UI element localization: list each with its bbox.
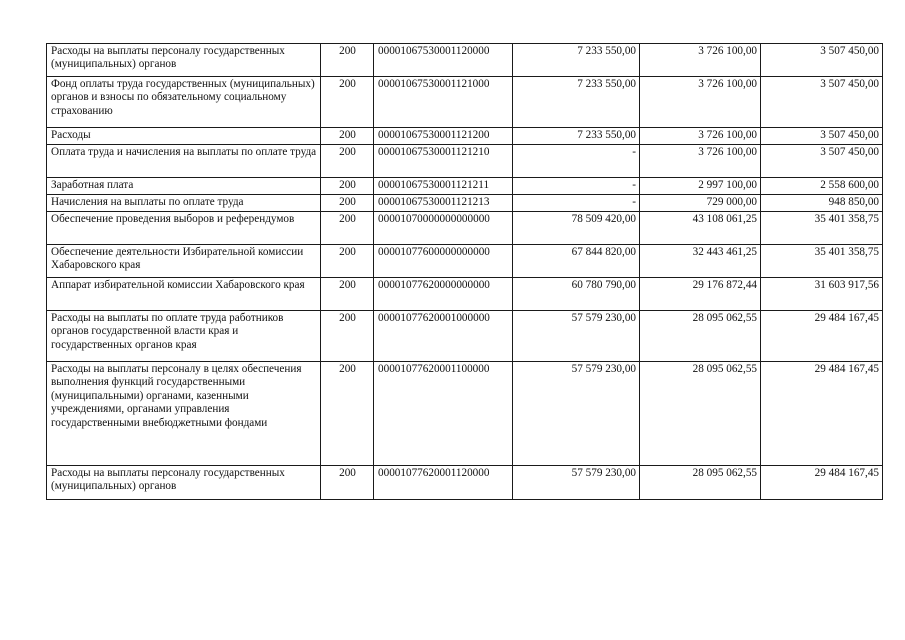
row-name-cell: Начисления на выплаты по оплате труда (47, 195, 321, 212)
row-name-cell: Расходы на выплаты персоналу государственных (муниципальных) органов (47, 466, 321, 500)
row-unexecuted-amount-cell: 3 507 450,00 (761, 44, 883, 77)
row-approved-amount-cell: 57 579 230,00 (513, 311, 640, 362)
row-executed-amount-cell: 43 108 061,25 (640, 212, 761, 245)
row-kbk-cell: 00001070000000000000 (374, 212, 513, 245)
row-code-cell: 200 (321, 178, 374, 195)
row-unexecuted-amount-cell: 35 401 358,75 (761, 212, 883, 245)
row-code-cell: 200 (321, 466, 374, 500)
row-kbk-cell: 00001077620000000000 (374, 278, 513, 311)
row-kbk-cell: 00001077620001120000 (374, 466, 513, 500)
row-approved-amount-cell: 67 844 820,00 (513, 245, 640, 278)
table-row (47, 362, 883, 466)
row-executed-amount-cell: 3 726 100,00 (640, 145, 761, 178)
row-executed-amount-cell: 2 997 100,00 (640, 178, 761, 195)
row-name-cell: Расходы на выплаты персоналу государственных (муниципальных) органов (47, 44, 321, 77)
row-kbk-cell: 00001077620001000000 (374, 311, 513, 362)
row-code-cell: 200 (321, 128, 374, 145)
row-unexecuted-amount-cell: 3 507 450,00 (761, 128, 883, 145)
row-name-cell: Оплата труда и начисления на выплаты по оплате труда (47, 145, 321, 178)
row-code-cell: 200 (321, 362, 374, 466)
row-kbk-cell: 00001067530001121210 (374, 145, 513, 178)
table-row (47, 212, 883, 245)
row-approved-amount-cell: 7 233 550,00 (513, 128, 640, 145)
row-kbk-cell: 00001067530001121200 (374, 128, 513, 145)
row-name-cell: Фонд оплаты труда государственных (муниципальных) органов и взносы по обязательному социальному страхованию (47, 77, 321, 128)
row-unexecuted-amount-cell: 31 603 917,56 (761, 278, 883, 311)
row-kbk-cell: 00001077620001100000 (374, 362, 513, 466)
row-name-cell: Обеспечение проведения выборов и референдумов (47, 212, 321, 245)
row-name-cell: Расходы (47, 128, 321, 145)
row-unexecuted-amount-cell: 3 507 450,00 (761, 145, 883, 178)
row-kbk-cell: 00001067530001121211 (374, 178, 513, 195)
table-row (47, 128, 883, 145)
table-row (47, 77, 883, 128)
table-row (47, 311, 883, 362)
row-code-cell: 200 (321, 77, 374, 128)
row-code-cell: 200 (321, 311, 374, 362)
row-executed-amount-cell: 29 176 872,44 (640, 278, 761, 311)
row-name-cell: Аппарат избирательной комиссии Хабаровского края (47, 278, 321, 311)
row-code-cell: 200 (321, 145, 374, 178)
row-kbk-cell: 00001067530001121000 (374, 77, 513, 128)
table-row (47, 195, 883, 212)
table-body (47, 44, 883, 500)
row-code-cell: 200 (321, 278, 374, 311)
row-unexecuted-amount-cell: 29 484 167,45 (761, 362, 883, 466)
row-executed-amount-cell: 3 726 100,00 (640, 128, 761, 145)
row-unexecuted-amount-cell: 948 850,00 (761, 195, 883, 212)
row-executed-amount-cell: 32 443 461,25 (640, 245, 761, 278)
row-code-cell: 200 (321, 212, 374, 245)
row-name-cell: Расходы на выплаты по оплате труда работников органов государственной власти края и государственных органов края (47, 311, 321, 362)
row-approved-amount-cell: 57 579 230,00 (513, 362, 640, 466)
table-row (47, 145, 883, 178)
table-row (47, 245, 883, 278)
row-approved-amount-cell: 7 233 550,00 (513, 44, 640, 77)
row-unexecuted-amount-cell: 29 484 167,45 (761, 311, 883, 362)
row-executed-amount-cell: 729 000,00 (640, 195, 761, 212)
table-row (47, 466, 883, 500)
row-kbk-cell: 00001067530001121213 (374, 195, 513, 212)
row-code-cell: 200 (321, 44, 374, 77)
budget-execution-table (46, 43, 883, 500)
row-name-cell: Заработная плата (47, 178, 321, 195)
row-approved-amount-cell: 7 233 550,00 (513, 77, 640, 128)
row-kbk-cell: 00001077600000000000 (374, 245, 513, 278)
row-approved-amount-cell: 78 509 420,00 (513, 212, 640, 245)
row-executed-amount-cell: 28 095 062,55 (640, 466, 761, 500)
row-approved-amount-cell: - (513, 145, 640, 178)
row-code-cell: 200 (321, 195, 374, 212)
row-kbk-cell: 00001067530001120000 (374, 44, 513, 77)
table-row (47, 278, 883, 311)
row-approved-amount-cell: 60 780 790,00 (513, 278, 640, 311)
row-unexecuted-amount-cell: 2 558 600,00 (761, 178, 883, 195)
row-executed-amount-cell: 28 095 062,55 (640, 362, 761, 466)
row-name-cell: Расходы на выплаты персоналу в целях обеспечения выполнения функций государственными (муниципальными) органами, казенными учреждениями, органами управления государственными внебюджетными фондами (47, 362, 321, 466)
row-unexecuted-amount-cell: 35 401 358,75 (761, 245, 883, 278)
row-name-cell: Обеспечение деятельности Избирательной комиссии Хабаровского края (47, 245, 321, 278)
row-unexecuted-amount-cell: 3 507 450,00 (761, 77, 883, 128)
budget-report-sheet (46, 43, 883, 500)
row-approved-amount-cell: - (513, 195, 640, 212)
row-unexecuted-amount-cell: 29 484 167,45 (761, 466, 883, 500)
row-executed-amount-cell: 28 095 062,55 (640, 311, 761, 362)
row-executed-amount-cell: 3 726 100,00 (640, 77, 761, 128)
table-row (47, 178, 883, 195)
row-executed-amount-cell: 3 726 100,00 (640, 44, 761, 77)
row-approved-amount-cell: 57 579 230,00 (513, 466, 640, 500)
table-row (47, 44, 883, 77)
row-code-cell: 200 (321, 245, 374, 278)
row-approved-amount-cell: - (513, 178, 640, 195)
